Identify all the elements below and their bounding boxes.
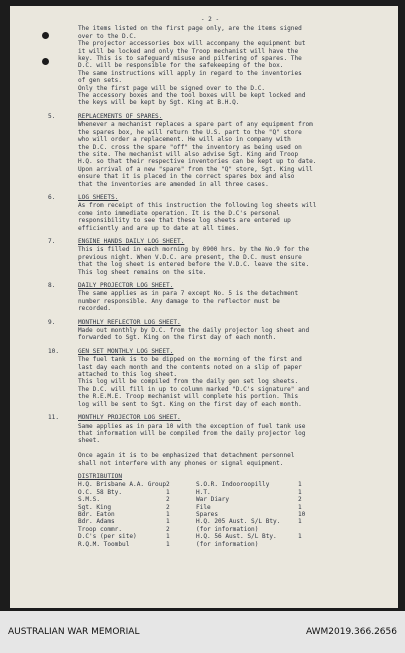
distribution-list (78, 481, 384, 548)
document-page (10, 6, 398, 608)
text-line: over to the D.C. (78, 32, 137, 40)
distribution-cell: 1 (298, 488, 302, 496)
section-heading: LOG SHEETS. (78, 193, 119, 201)
section-paragraph (36, 194, 384, 232)
distribution-cell: (for information) (196, 540, 259, 548)
distribution-cell: 1 (298, 533, 302, 541)
text-line: last day each month and the contents noted on a slip of paper (78, 363, 302, 371)
section-number: 11. (48, 414, 60, 422)
distribution-cell: H.T. (196, 488, 211, 496)
distribution-cell: Spares (196, 510, 219, 518)
text-line: This log will be compiled from the daily gen set log sheets. (78, 378, 299, 386)
text-line: key. This is to safeguard misuse and pilfering of spares. The (78, 55, 302, 63)
text-line: Upon arrival of a new "spare" from the "Q" store, Sgt. King will (78, 165, 313, 173)
text-line: that information will be compiled from the daily projector log (78, 429, 306, 437)
section-paragraph (36, 282, 384, 313)
distribution-cell: D.C's (per site) (78, 533, 137, 541)
distribution-section (36, 473, 384, 548)
text-line: The items listed on the first page only, are the items signed (78, 25, 302, 33)
footer-institution: AUSTRALIAN WAR MEMORIAL (8, 627, 140, 637)
text-line: efficiently and are up to date at all times. (78, 224, 240, 232)
distribution-cell: Bdr. Adams (78, 518, 115, 526)
text-line: ensure that it is placed in the correct spares box and also (78, 173, 295, 181)
distribution-cell: 2 (166, 503, 170, 511)
text-line: Whenever a mechanist replaces a spare part of any equipment from (78, 121, 313, 129)
distribution-cell: 1 (298, 503, 302, 511)
text-line: D.C. will be responsible for the safekeeping of the box. (78, 62, 284, 70)
section-number: 6. (48, 193, 56, 201)
distribution-cell: 1 (166, 518, 170, 526)
section-paragraph (36, 319, 384, 342)
distribution-cell: File (196, 503, 211, 511)
text-line: previous night. When V.D.C. are present, the D.C. must ensure (78, 253, 302, 261)
text-line: H.Q. so that their respective inventories can be kept up to date. (78, 158, 317, 166)
distribution-cell: 2 (166, 481, 170, 489)
text-line: come into immediate operation. It is the D.C's personal (78, 209, 280, 217)
distribution-cell: Troop commr. (78, 525, 123, 533)
text-line: the site. The mechanist will also advise Sgt. King and Troop (78, 150, 299, 158)
archive-footer (0, 611, 405, 653)
text-line: the spares box, he will return the U.S. part to the "Q" store (78, 128, 302, 136)
text-line: This log sheet remains on the site. (78, 268, 207, 276)
footer-reference: AWM2019.366.2656 (305, 627, 397, 637)
distribution-cell (298, 541, 322, 548)
text-line: The same instructions will apply in regard to the inventories (78, 69, 302, 77)
distribution-cell: Sgt. King (78, 503, 112, 511)
intro-paragraph (36, 25, 384, 106)
text-line: it will be locked and only the Troop mechanist will have the (78, 47, 299, 55)
section-number: 10. (48, 347, 60, 355)
distribution-cell: 1 (298, 481, 302, 489)
numbered-sections (36, 113, 384, 467)
text-line: recorded. (78, 305, 112, 313)
text-line: This is filled in each morning by 0900 hrs. by the No.9 for the (78, 246, 310, 254)
text-line: shall not interfere with any phones or signal equipment. (78, 459, 284, 467)
distribution-cell: (for information) (196, 525, 259, 533)
text-line: Same applies as in para 10 with the exception of fuel tank use (78, 422, 306, 430)
text-line: the keys will be kept by Sgt. King at B.H.Q. (78, 99, 240, 107)
distribution-cell: H.Q. Brisbane A.A. Group (78, 481, 167, 489)
section-paragraph (36, 348, 384, 408)
text-line: of gen sets. (78, 77, 123, 85)
distribution-heading: DISTRIBUTION (78, 472, 123, 480)
distribution-cell (298, 526, 322, 533)
text-line: sheet. (78, 437, 101, 445)
section-heading: DAILY PROJECTOR LOG SHEET. (78, 282, 174, 289)
distribution-cell: War Diary (196, 496, 230, 504)
text-line: The D.C. will fill in up to column marked "D.C's signature" and (78, 385, 310, 393)
distribution-cell: 1 (166, 540, 170, 548)
distribution-cell: Bdr. Eaton (78, 510, 115, 518)
distribution-cell: O.C. 58 Bty. (78, 488, 123, 496)
text-line: responsibility to see that these log sheets are entered up (78, 217, 291, 225)
text-line (78, 445, 384, 452)
text-line: The accessory boxes and the tool boxes will be kept locked and (78, 92, 306, 100)
distribution-cell: 1 (166, 510, 170, 518)
section-heading: ENGINE HANDS DAILY LOG SHEET. (78, 237, 185, 245)
distribution-cell: 1 (166, 533, 170, 541)
distribution-cell: 10 (298, 510, 306, 518)
distribution-cell: 2 (166, 525, 170, 533)
distribution-cell: 2 (166, 496, 170, 504)
section-paragraph (36, 414, 384, 467)
distribution-cell: 1 (166, 488, 170, 496)
section-number: 7. (48, 237, 56, 245)
section-heading: GEN SET MONTHLY LOG SHEET. (78, 347, 174, 355)
section-heading: REPLACEMENTS OF SPARES. (78, 112, 163, 120)
text-line: who will order a replacement. He will also in company with (78, 136, 291, 144)
text-line: forwarded to Sgt. King on the first day of each month. (78, 334, 277, 342)
distribution-cell: 1 (298, 518, 302, 526)
section-heading: MONTHLY PROJECTOR LOG SHEET. (78, 414, 181, 422)
text-line: that the inventories are amended in all three cases. (78, 180, 269, 188)
distribution-cell: H.Q. 56 Aust. S/L Bty. (196, 533, 277, 541)
text-line: the D.C. cross the spare "off" the inventory as being used on (78, 143, 302, 151)
distribution-cell: S.M.S. (78, 496, 101, 504)
section-number: 8. (48, 282, 56, 289)
page-number: - 2 - (200, 16, 220, 23)
section-number: 9. (48, 318, 56, 326)
text-line: Once again it is to be emphasized that detachment personnel (78, 452, 295, 460)
text-line: The same applies as in para 7 except No. 5 is the detachment (78, 290, 299, 298)
text-line: As from receipt of this instruction the following log sheets will (78, 202, 317, 210)
distribution-cell: 2 (298, 496, 302, 504)
distribution-cell: R.Q.M. Toombul (78, 540, 130, 548)
text-line: the R.E.M.E. Troop mechanist will complete his portion. This (78, 393, 299, 401)
distribution-cell: S.O.R. Indooroopilly (196, 481, 270, 489)
text-line: number responsible. Any damage to the reflector must be (78, 297, 280, 305)
text-line: that the log sheet is entered before the V.D.C. leave the site. (78, 261, 310, 269)
text-line: The fuel tank is to be dipped on the morning of the first and (78, 356, 302, 364)
text-line: Only the first page will be signed over to the D.C. (78, 84, 266, 92)
text-line: The projector accessories box will accompany the equipment but (78, 40, 306, 48)
section-heading: MONTHLY REFLECTOR LOG SHEET. (78, 318, 181, 326)
text-line: log will be sent to Sgt. King on the first day of each month. (78, 400, 302, 408)
section-paragraph (36, 113, 384, 188)
text-line: Made out monthly by D.C. from the daily projector log sheet and (78, 327, 310, 335)
section-number: 5. (48, 112, 56, 120)
section-paragraph (36, 238, 384, 276)
distribution-cell: H.Q. 205 Aust. S/L Bty. (196, 518, 281, 526)
text-line: attached to this log sheet. (78, 371, 178, 379)
